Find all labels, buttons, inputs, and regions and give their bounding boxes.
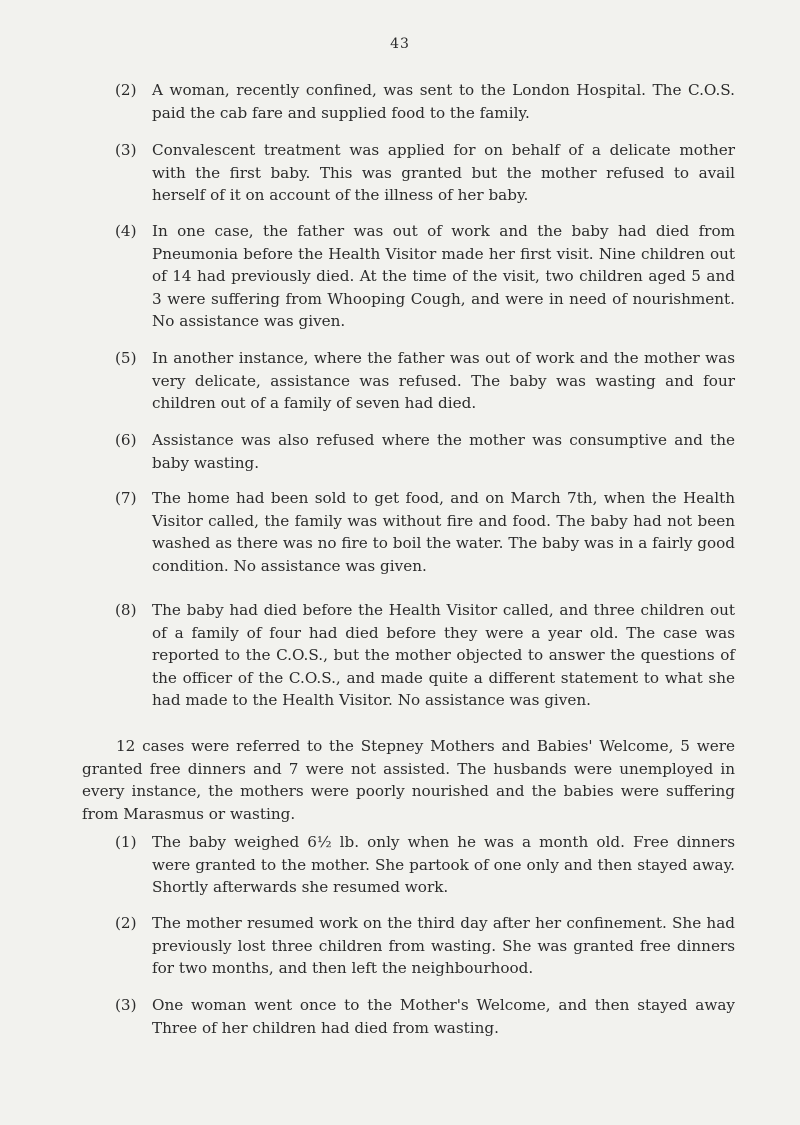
list-item-a6 — [115, 429, 735, 474]
item-text: In another instance, where the father was out of work and the mother was very delicate, assistance was refused. The baby was wasting and four children out of a family of seven had died. — [152, 349, 735, 413]
list-item-a7 — [115, 487, 735, 577]
list-item-a2 — [115, 79, 735, 124]
item-number: (2) — [115, 81, 137, 99]
item-text: The home had been sold to get food, and on March 7th, when the Health Visitor called, the family was without fire and food. The baby had not been washed as there was no fire to boil the water. The baby was in a fairly good condition. No assistance was given. — [152, 489, 735, 575]
item-number: (6) — [115, 431, 137, 449]
item-number: (1) — [115, 833, 137, 851]
item-number: (4) — [115, 222, 137, 240]
item-number: (7) — [115, 489, 137, 507]
body-paragraph: 12 cases were referred to the Stepney Mothers and Babies' Welcome, 5 were granted free dinners and 7 were not assisted. The husbands were unemployed in every instance, the mothers were poorly nourished and the babies were suffering from Marasmus or wasting. — [82, 737, 735, 823]
item-text: In one case, the father was out of work and the baby had died from Pneumonia before the Health Visitor made her first visit. Nine children out of 14 had previously died. At the time of the visit, two children aged 5 and 3 were suffering from Whooping Cough, and were in need of nourishment. No assistance was given. — [152, 222, 735, 331]
list-item-b1 — [115, 831, 735, 899]
item-text: Assistance was also refused where the mother was consumptive and the baby wasting. — [152, 431, 735, 472]
item-number: (3) — [115, 996, 137, 1014]
list-item-b2 — [115, 912, 735, 980]
item-text: One woman went once to the Mother's Welcome, and then stayed away Three of her children had died from wasting. — [152, 996, 735, 1037]
list-item-a3 — [115, 139, 735, 207]
item-number: (8) — [115, 601, 137, 619]
item-number: (5) — [115, 349, 137, 367]
item-text: The mother resumed work on the third day after her confinement. She had previously lost three children from wasting. She was granted free dinners for two months, and then left the neighbourhood. — [152, 914, 735, 978]
item-number: (2) — [115, 914, 137, 932]
item-text: The baby had died before the Health Visitor called, and three children out of a family of four had died before they were a year old. The case was reported to the C.O.S., but the mother objected to answer the questions of the officer of the C.O.S., and made quite a different statement to what she had made to the Health Visitor. No assistance was given. — [152, 601, 735, 710]
item-text: A woman, recently confined, was sent to the London Hospital. The C.O.S. paid the cab fare and supplied food to the family. — [152, 81, 735, 122]
list-item-a5 — [115, 347, 735, 415]
item-text: The baby weighed 6½ lb. only when he was a month old. Free dinners were granted to the mother. She partook of one only and then stayed away. Shortly afterwards she resumed work. — [152, 833, 735, 897]
item-text: Convalescent treatment was applied for on behalf of a delicate mother with the first baby. This was granted but the mother refused to avail herself of it on account of the illness of her baby. — [152, 141, 735, 205]
list-item-a4 — [115, 220, 735, 333]
list-item-a8 — [115, 599, 735, 712]
item-number: (3) — [115, 141, 137, 159]
page-number: 43 — [390, 36, 410, 52]
list-item-b3 — [115, 994, 735, 1039]
